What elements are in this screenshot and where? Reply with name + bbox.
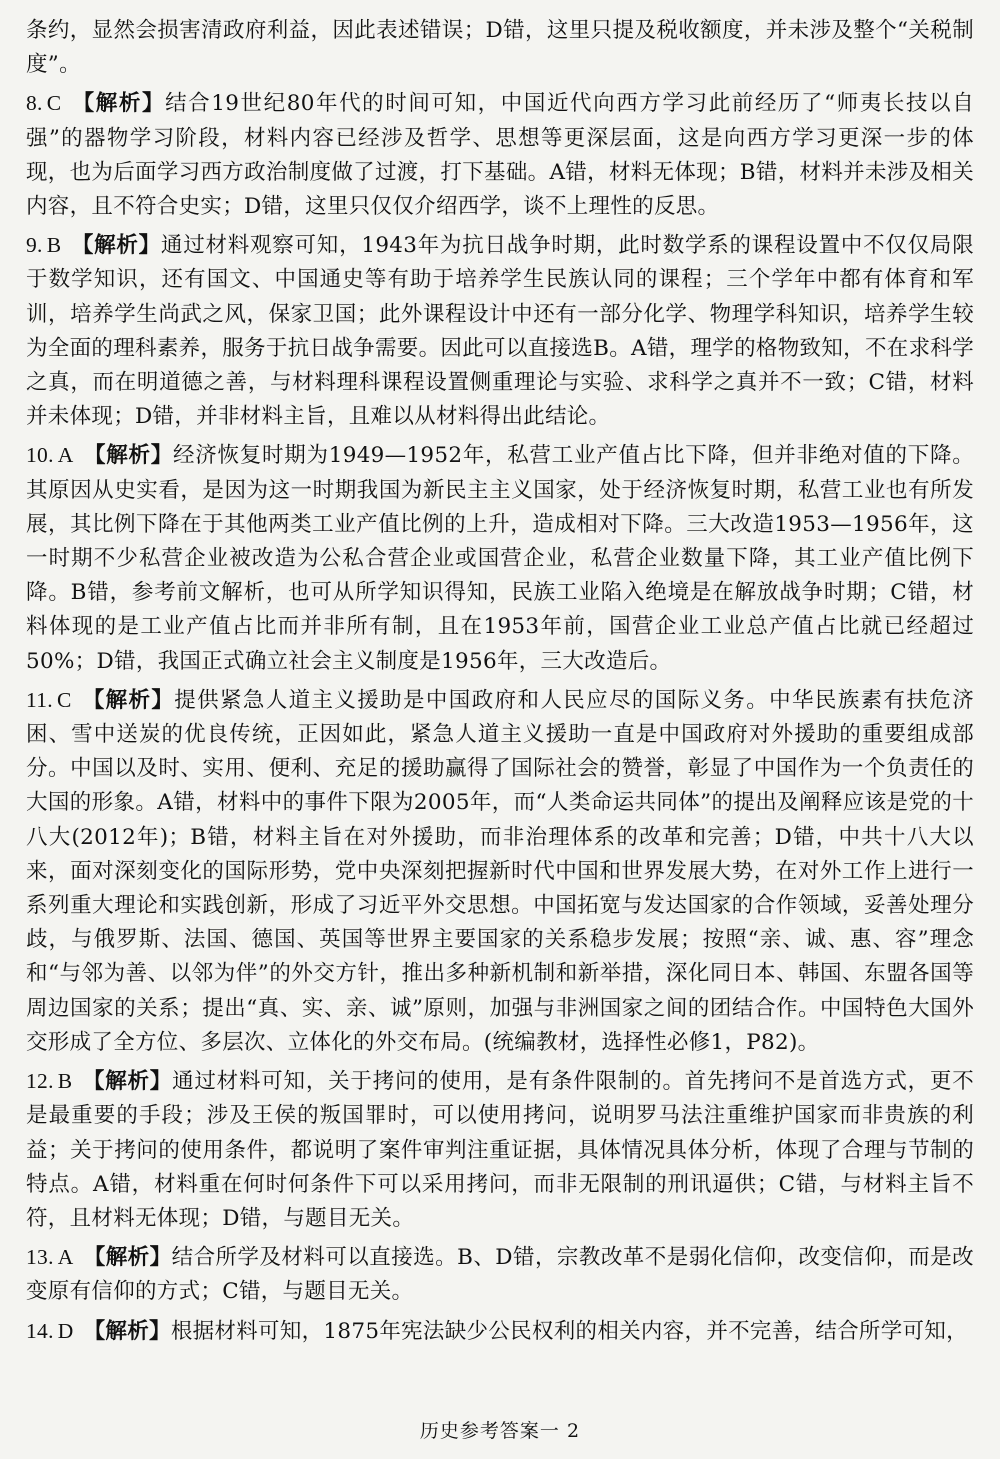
answer-item-12 — [26, 1064, 974, 1236]
item-answer: A — [57, 1245, 74, 1270]
item-tag: 【解析】 — [71, 91, 166, 117]
answer-item-13 — [26, 1240, 974, 1309]
item-answer: C — [56, 687, 72, 712]
answer-item-10 — [26, 438, 974, 678]
item-number: 13. — [26, 1245, 54, 1270]
page-footer: 历史参考答案一 2 — [419, 1420, 581, 1442]
item-number: 12. — [26, 1069, 54, 1094]
item-number: 9. — [26, 233, 43, 258]
item-text: 提供紧急人道主义援助是中国政府和人民应尽的国际义务。中华民族素有扶危济困、雪中送炭的优良传统，正因如此，紧急人道主义援助一直是中国政府对外援助的重要组成部分。中国以及时、实用、便利、充足的援助赢得了国际社会的赞誉，彰显了中国作为一个负责任的大国的形象。A错，材料中的事件下限为2005年，而“人类命运共同体”的提出及阐释应该是党的十八大(2012年)；B错，材料主旨在对外援助，而非治理体系的改革和完善；D错，中共十八大以来，面对深刻变化的国际形势，党中央深刻把握新时代中国和世界发展大势，在对外工作上进行一系列重大理论和实践创新，形成了习近平外交思想。中国拓宽与发达国家的合作领域，妥善处理分歧，与俄罗斯、法国、德国、英国等世界主要国家的关系稳步发展；按照“亲、诚、惠、容”理念和“与邻为善、以邻为伴”的外交方针，推出多种新机制和新举措，深化同日本、韩国、东盟各国等周边国家的关系；提出“真、实、亲、诚”原则，加强与非洲国家之间的团结合作。中国特色大国外交形成了全方位、多层次、立体化的外交布局。(统编教材，选择性必修1，P82)。 — [26, 687, 974, 1055]
item-answer: B — [57, 1069, 73, 1094]
item-answer: B — [46, 233, 62, 258]
item-text: 通过材料观察可知，1943年为抗日战争时期，此时数学系的课程设置中不仅仅局限于数学知识，还有国文、中国通史等有助于培养学生民族认同的课程；三个学年中都有体育和军训，培养学生尚武之风，保家卫国；此外课程设计中还有一部分化学、物理学科知识，培养学生较为全面的理科素养，服务于抗日战争需要。因此可以直接选B。A错，理学的格物致知，不在求科学之真，而在明道德之善，与材料理科课程设置侧重理论与实验、求科学之真并不一致；C错，材料并未体现；D错，并非材料主旨，且难以从材料得出此结论。 — [26, 233, 974, 430]
item-number: 14. — [26, 1318, 54, 1343]
item-text: 通过材料可知，关于拷问的使用，是有条件限制的。首先拷问不是首选方式，更不是最重要的手段；涉及王侯的叛国罪时，可以使用拷问，说明罗马法注重维护国家而非贵族的利益；关于拷问的使用条件，都说明了案件审判注重证据，具体情况具体分析，体现了合理与节制的特点。A错，材料重在何时何条件下可以采用拷问，而非无限制的刑讯逼供；C错，与材料主旨不符，且材料无体现；D错，与题目无关。 — [26, 1069, 974, 1231]
item-text: 经济恢复时期为1949—1952年，私营工业产值占比下降，但并非绝对值的下降。其原因从史实看，是因为这一时期我国为新民主主义国家，处于经济恢复时期，私营工业也有所发展，其比例下降在于其他两类工业产值比例的上升，造成相对下降。三大改造1953—1956年，这一时期不少私营企业被改造为公私合营企业或国营企业，私营企业数量下降，其工业产值比例下降。B错，参考前文解析，也可从所学知识得知，民族工业陷入绝境是在解放战争时期；C错，材料体现的是工业产值占比而并非所有制，且在1953年前，国营企业工业总产值占比就已经超过50%；D错，我国正式确立社会主义制度是1956年，三大改造后。 — [26, 443, 974, 674]
item-number: 11. — [26, 687, 53, 712]
item-tag: 【解析】 — [82, 1069, 173, 1095]
intro-paragraph: 条约，显然会损害清政府利益，因此表述错误；D错，这里只提及税收额度，并未涉及整个“关税制度”。 — [26, 18, 974, 78]
item-tag: 【解析】 — [83, 1245, 172, 1271]
item-answer: C — [46, 91, 62, 116]
item-text: 结合19世纪80年代的时间可知，中国近代向西方学习此前经历了“师夷长技以自强”的器物学习阶段，材料内容已经涉及哲学、思想等更深层面，这是向西方学习更深一步的体现，也为后面学习西方政治制度做了过渡，打下基础。A错，材料无体现；B错，材料并未涉及相关内容，且不符合史实；D错，这里只仅仅介绍西学，谈不上理性的反思。 — [26, 91, 975, 220]
item-number: 10. — [26, 443, 54, 468]
item-tag: 【解析】 — [81, 687, 175, 713]
answer-item-8 — [26, 86, 974, 224]
answer-item-11 — [26, 683, 974, 1060]
item-number: 8. — [26, 91, 43, 116]
item-text: 根据材料可知，1875年宪法缺少公民权利的相关内容，并不完善，结合所学可知， — [170, 1318, 968, 1344]
item-answer: D — [57, 1318, 74, 1343]
item-tag: 【解析】 — [83, 1318, 171, 1344]
answer-item-14 — [26, 1314, 974, 1349]
item-tag: 【解析】 — [71, 233, 161, 259]
item-tag: 【解析】 — [83, 443, 174, 469]
answer-item-9 — [26, 228, 974, 434]
item-text: 结合所学及材料可以直接选。B、D错，宗教改革不是弱化信仰，改变信仰，而是改变原有信仰的方式；C错，与题目无关。 — [26, 1245, 974, 1305]
item-answer: A — [57, 443, 74, 468]
